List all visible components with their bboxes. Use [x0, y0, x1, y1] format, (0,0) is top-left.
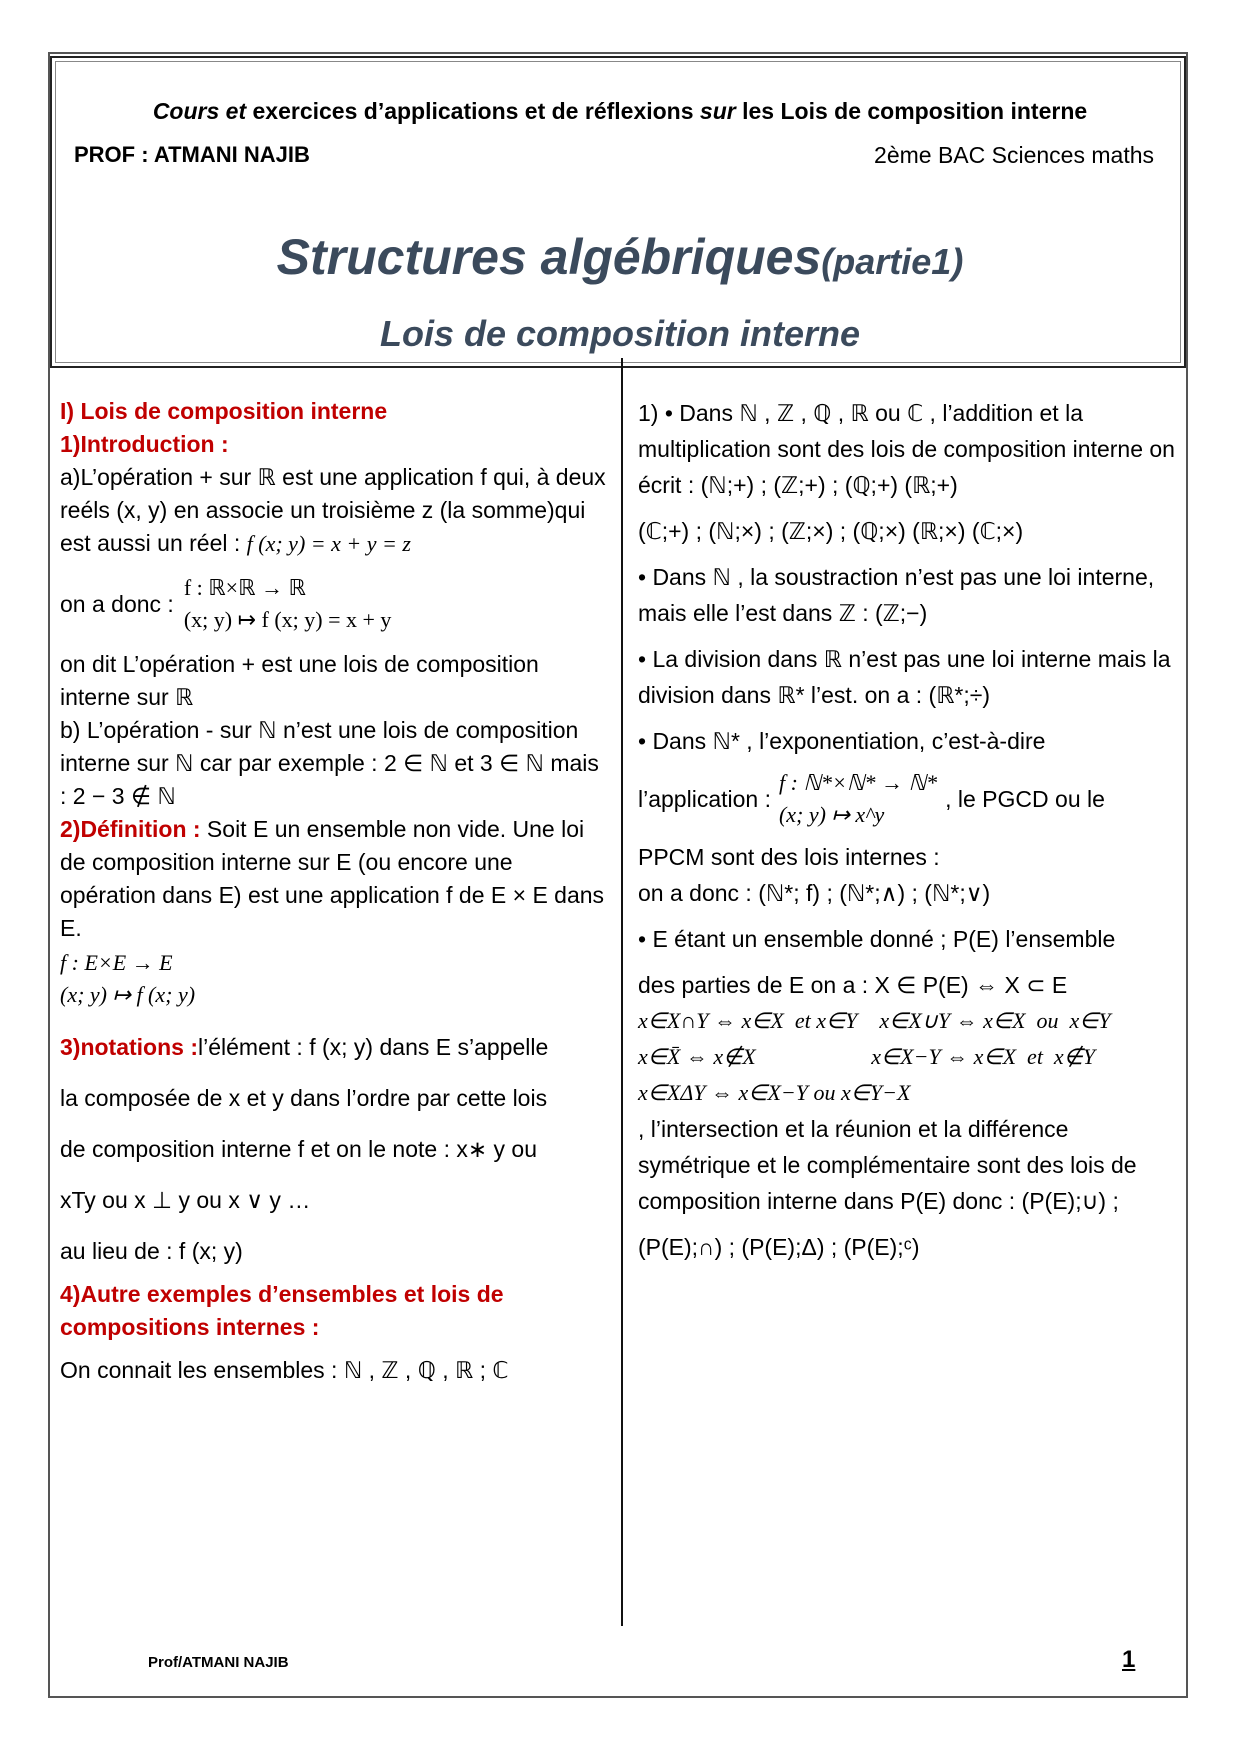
page-title	[52, 228, 1188, 286]
subtitle-part-1: Cours et	[152, 98, 247, 124]
notation-line-4: xTy ou x ⊥ y ou x ∨ y …	[60, 1187, 311, 1213]
course-subtitle	[52, 98, 1188, 125]
dit-paragraph: on dit L’opération + est une lois de composition interne sur ℝ	[60, 651, 539, 710]
exponent-block	[638, 765, 1186, 833]
title-part: (partie1)	[821, 241, 964, 282]
subtitle-part-2: exercices d’applications et de réflexions	[246, 98, 700, 124]
definition-label: 2)Définition :	[60, 816, 201, 842]
notation-line-2: la composée de x et y dans l’ordre par cette lois	[60, 1085, 548, 1111]
right-paragraph-2: (ℂ;+) ; (ℕ;×) ; (ℤ;×) ; (ℚ;×) (ℝ;×) (ℂ;×)	[638, 518, 1024, 544]
notation-line-3: de composition interne f et on le note : x∗ y ou	[60, 1136, 537, 1162]
intro-a-formula: f (x; y) = x + y = z	[246, 531, 411, 556]
subtitle-part-3: sur	[699, 98, 736, 124]
right-set-line-2: x∈X̄ ⇔ x∉X x∈X−Y ⇔ x∈X et x∉Y	[638, 1044, 1096, 1069]
exponent-label: l’application :	[638, 786, 771, 812]
intro-a-text: a)L’opération + sur ℝ est une application f qui, à deux reéls (x, y) en associe un troisième z (la somme)qui est aussi un réel :	[60, 464, 606, 556]
exponent-tail: , le PGCD ou le	[945, 786, 1105, 812]
section-heading: I) Lois de composition interne	[60, 398, 388, 424]
right-paragraph-5: • Dans ℕ* , l’exponentiation, c’est-à-dire	[638, 728, 1046, 754]
donc-formula	[184, 570, 392, 638]
right-paragraph-3: • Dans ℕ , la soustraction n’est pas une loi interne, mais elle l’est dans ℤ : (ℤ;−)	[638, 564, 1155, 626]
right-paragraph-15: (P(E);∩) ; (P(E);Δ) ; (P(E);ᶜ)	[638, 1234, 920, 1260]
notation-line-1	[60, 1031, 608, 1064]
class-level: 2ème BAC Sciences maths	[874, 142, 1154, 168]
column-divider	[621, 358, 623, 1626]
exponent-formula-line-2: (x; y) ↦ x^y	[778, 802, 885, 827]
subtitle-part-4: les Lois de composition interne	[735, 98, 1088, 124]
definition-paragraph	[60, 813, 608, 945]
definition-text: Soit E un ensemble non vide. Une loi de composition interne sur E (ou encore une opération dans E) est une application f de E × E dans E.	[60, 816, 605, 941]
notation-text-1: l’élément : f (x; y) dans E s’appelle	[198, 1034, 549, 1060]
donc-formula-line-2: (x; y) ↦ f (x; y) = x + y	[183, 607, 392, 632]
footer-author: Prof/ATMANI NAJIB	[148, 1654, 289, 1671]
exponent-formula-line-1: f : ℕ*×ℕ* → ℕ*	[778, 770, 938, 795]
right-set-line-3: x∈XΔY ⇔ x∈X−Y ou x∈Y−X	[638, 1080, 911, 1105]
right-paragraph-10: des parties de E on a : X ∈ P(E) ⇔ X ⊂ E	[638, 972, 1068, 998]
title-main: Structures algébriques	[276, 229, 822, 285]
right-column	[638, 395, 1186, 1265]
prof-name: PROF : ATMANI NAJIB	[74, 142, 310, 167]
examples-heading: 4)Autre exemples d’ensembles et lois de compositions internes :	[60, 1281, 504, 1340]
definition-formula-line-2: (x; y) ↦ f (x; y)	[60, 982, 196, 1007]
right-paragraph-8: on a donc : (ℕ*; f) ; (ℕ*;∧) ; (ℕ*;∨)	[638, 880, 991, 906]
intro-heading: 1)Introduction :	[60, 431, 229, 457]
notation-label: 3)notations :	[60, 1034, 198, 1060]
right-paragraph-4: • La division dans ℝ n’est pas une loi interne mais la division dans ℝ* l’est. on a : (ℝ*;÷)	[638, 646, 1171, 708]
intro-paragraph-a	[60, 461, 608, 560]
right-paragraph-7: PPCM sont des lois internes :	[638, 844, 940, 870]
right-set-line-1: x∈X∩Y ⇔ x∈X et x∈Y x∈X∪Y ⇔ x∈X ou x∈Y	[638, 1008, 1111, 1033]
left-column	[60, 395, 608, 1387]
donc-label: on a donc :	[60, 590, 174, 617]
page-subtitle: Lois de composition interne	[379, 313, 861, 354]
donc-formula-line-1: f : ℝ×ℝ → ℝ	[183, 575, 306, 600]
right-paragraph-9: • E étant un ensemble donné ; P(E) l’ensemble	[638, 926, 1116, 952]
right-paragraph-14: , l’intersection et la réunion et la différence symétrique et le complémentaire sont des lois de composition interne dans P(E) donc : (P(E);∪) ;	[638, 1116, 1137, 1214]
examples-text: On connait les ensembles : ℕ , ℤ , ℚ , ℝ ; ℂ	[60, 1357, 509, 1383]
page-number: 1	[1122, 1646, 1136, 1673]
exponent-formula	[779, 765, 937, 833]
donc-block	[60, 570, 608, 638]
right-paragraph-1: 1) • Dans ℕ , ℤ , ℚ , ℝ ou ℂ , l’addition et la multiplication sont des lois de composition interne on écrit : (ℕ;+) ; (ℤ;+) ; (ℚ;+) (ℝ;+)	[638, 400, 1175, 498]
definition-formula-line-1: f : E×E → E	[60, 950, 173, 975]
header-box	[50, 56, 1186, 368]
intro-paragraph-b: b) L’opération - sur ℕ n’est une lois de composition interne sur ℕ car par exemple : 2 ∈ ℕ et 3 ∈ ℕ mais : 2 − 3 ∉ ℕ	[60, 717, 599, 809]
notation-line-5: au lieu de : f (x; y)	[60, 1238, 243, 1264]
